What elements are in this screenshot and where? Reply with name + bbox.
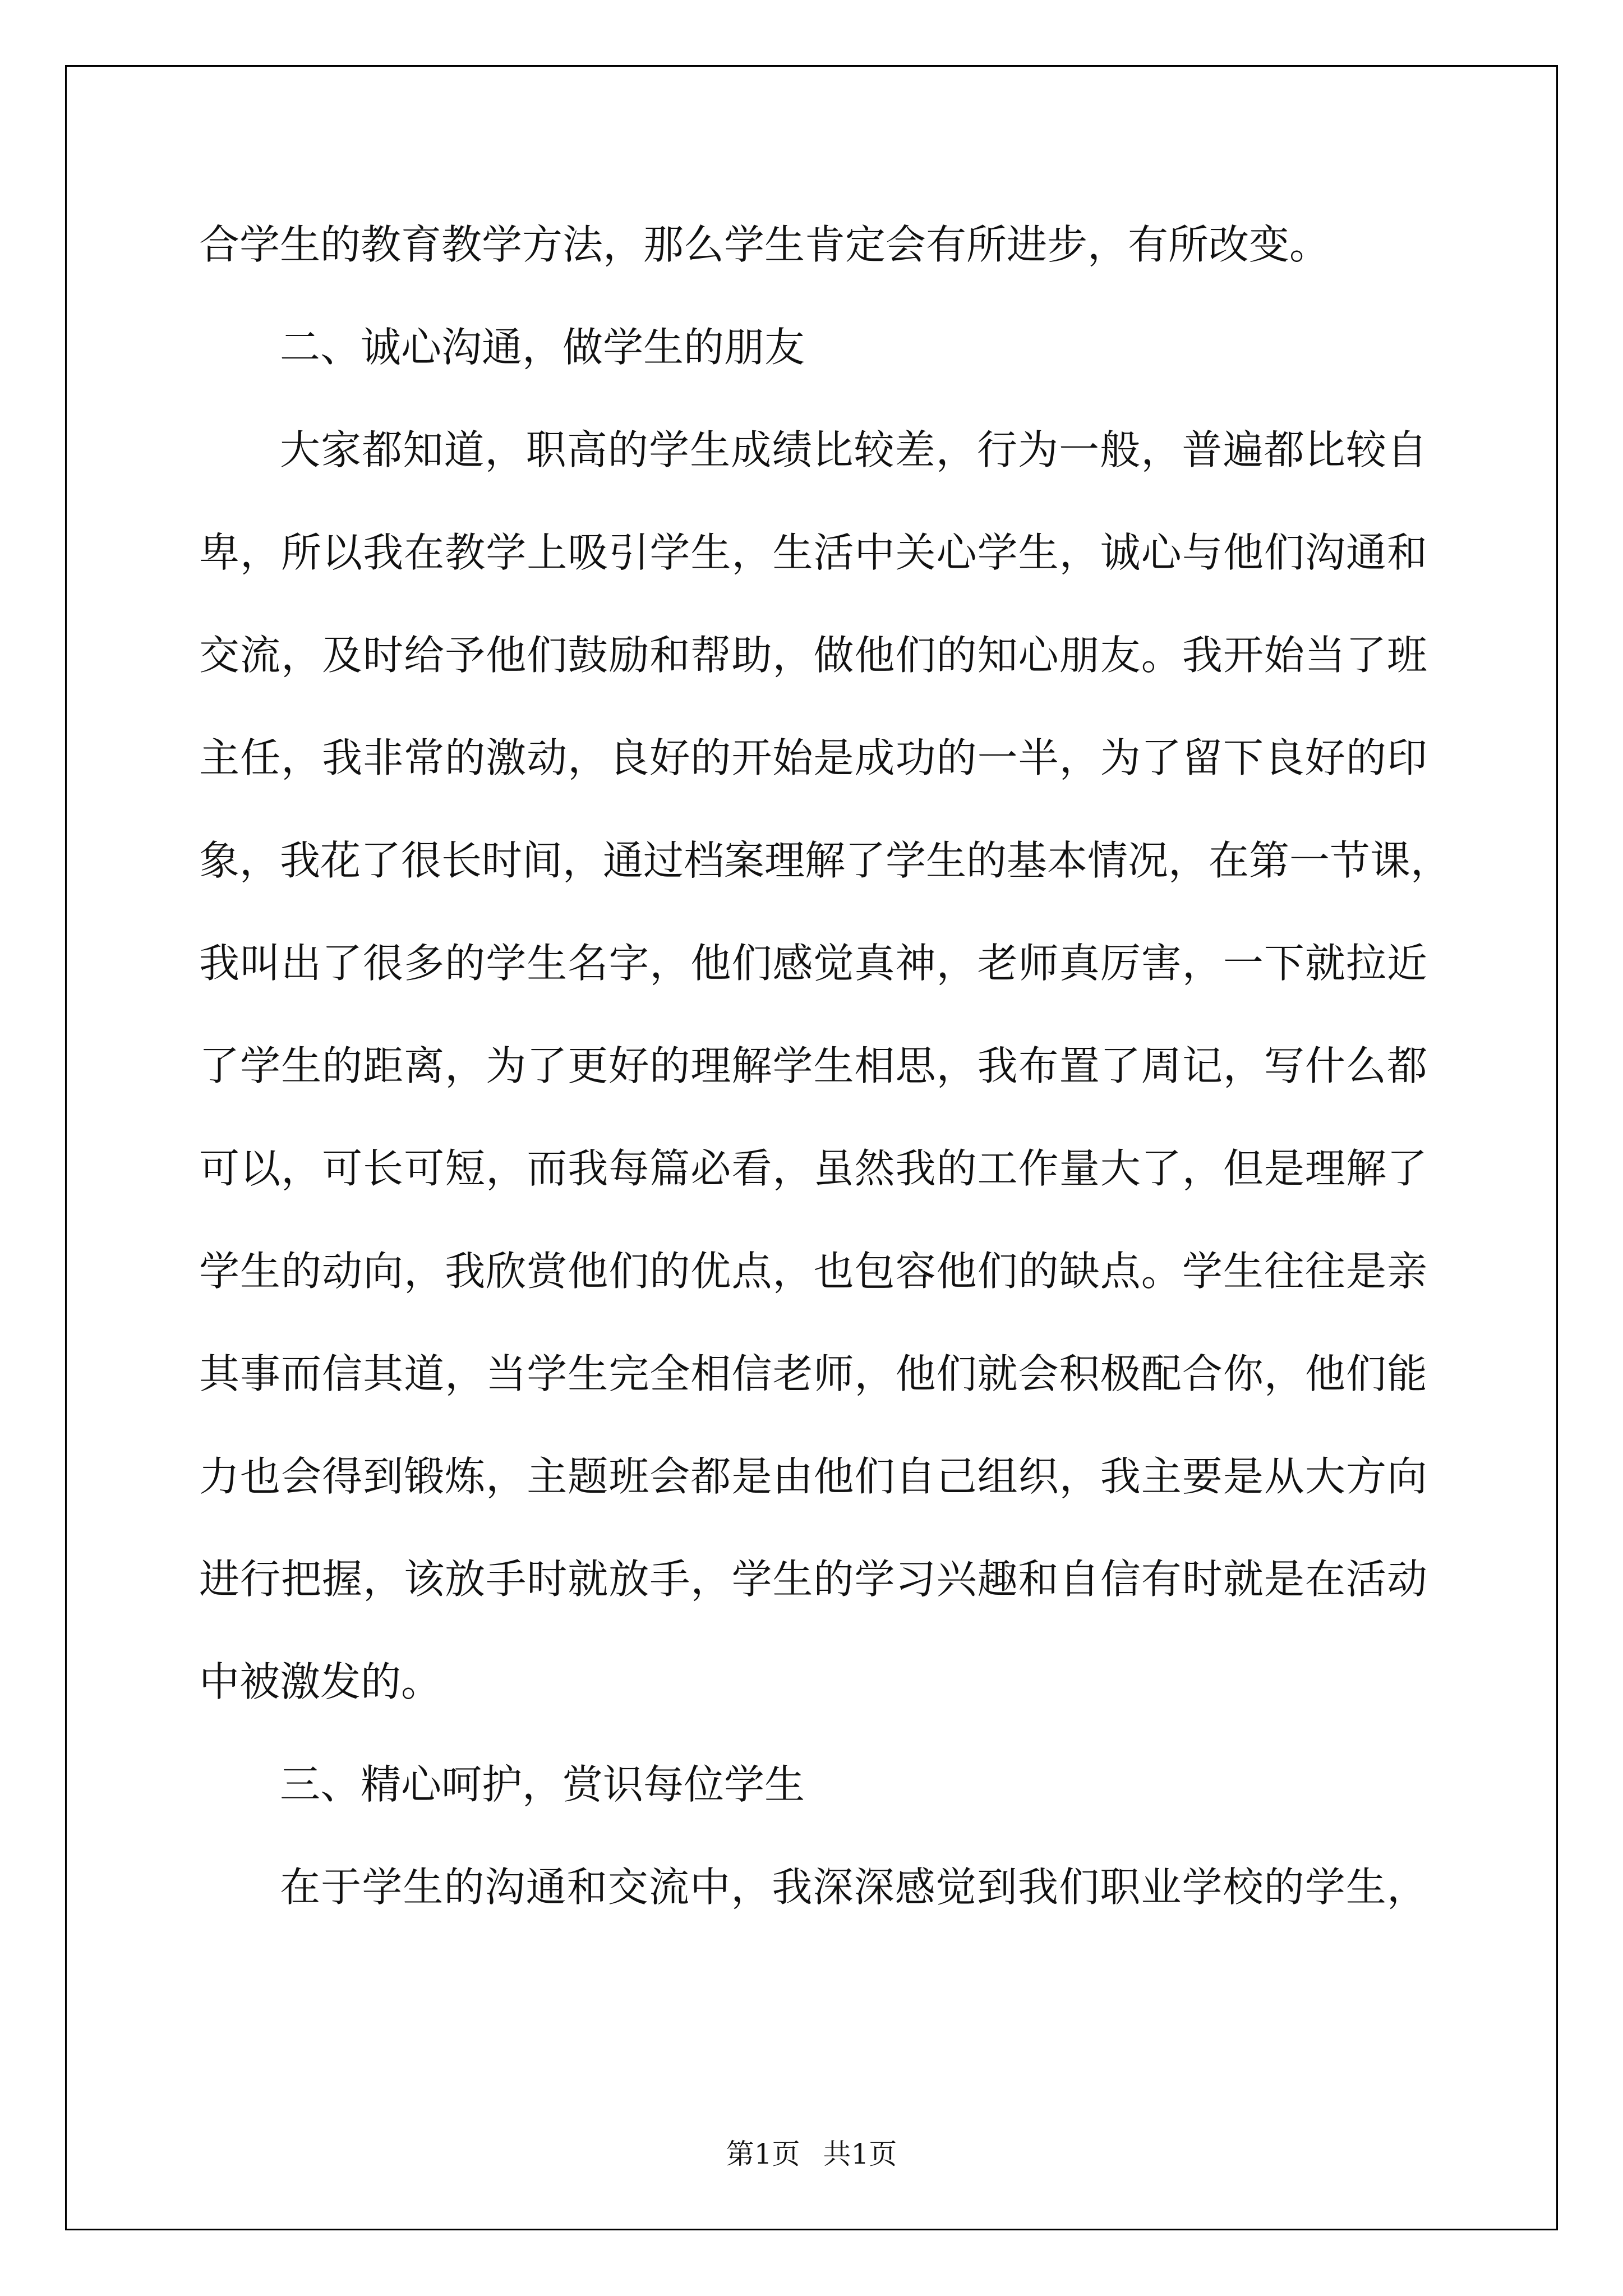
text-line: 中被激发的。 (199, 1658, 442, 1705)
text-line: 象，我花了很长时间，通过档案理解了学生的基本情况，在第一节课， (199, 837, 1451, 884)
text-line: 其事而信其道，当学生完全相信老师，他们就会积极配合你，他们能 (199, 1350, 1427, 1397)
text-line: 三、精心呵护，赏识每位学生 (280, 1761, 805, 1808)
text-line: 了学生的距离，为了更好的理解学生相思，我布置了周记，写什么都 (199, 1042, 1427, 1089)
text-line: 主任，我非常的激动，良好的开始是成功的一半，为了留下良好的印 (199, 734, 1427, 781)
text-line: 可以，可长可短，而我每篇必看，虽然我的工作量大了，但是理解了 (199, 1145, 1427, 1192)
text-line: 力也会得到锻炼，主题班会都是由他们自己组织，我主要是从大方向 (199, 1453, 1427, 1500)
text-line: 学生的动向，我欣赏他们的优点，也包容他们的缺点。学生往往是亲 (199, 1248, 1427, 1295)
page-total: 共1页 (823, 2138, 897, 2170)
document-body (199, 194, 1451, 1939)
text-line: 在于学生的沟通和交流中，我深深感觉到我们职业学校的学生， (280, 1864, 1427, 1911)
text-line: 进行把握，该放手时就放手，学生的学习兴趣和自信有时就是在活动 (199, 1556, 1427, 1603)
text-line: 我叫出了很多的学生名字，他们感觉真神，老师真厉害，一下就拉近 (199, 940, 1427, 987)
text-line: 合学生的教育教学方法，那么学生肯定会有所进步，有所改变。 (199, 221, 1330, 268)
page-footer (0, 2132, 1623, 2172)
text-line: 大家都知道，职高的学生成绩比较差，行为一般，普遍都比较自 (280, 426, 1427, 473)
text-line: 二、诚心沟通，做学生的朋友 (280, 324, 805, 371)
page-number: 第1页 (726, 2138, 800, 2170)
text-line: 卑，所以我在教学上吸引学生，生活中关心学生，诚心与他们沟通和 (199, 529, 1427, 576)
text-line: 交流，及时给予他们鼓励和帮助，做他们的知心朋友。我开始当了班 (199, 632, 1427, 679)
